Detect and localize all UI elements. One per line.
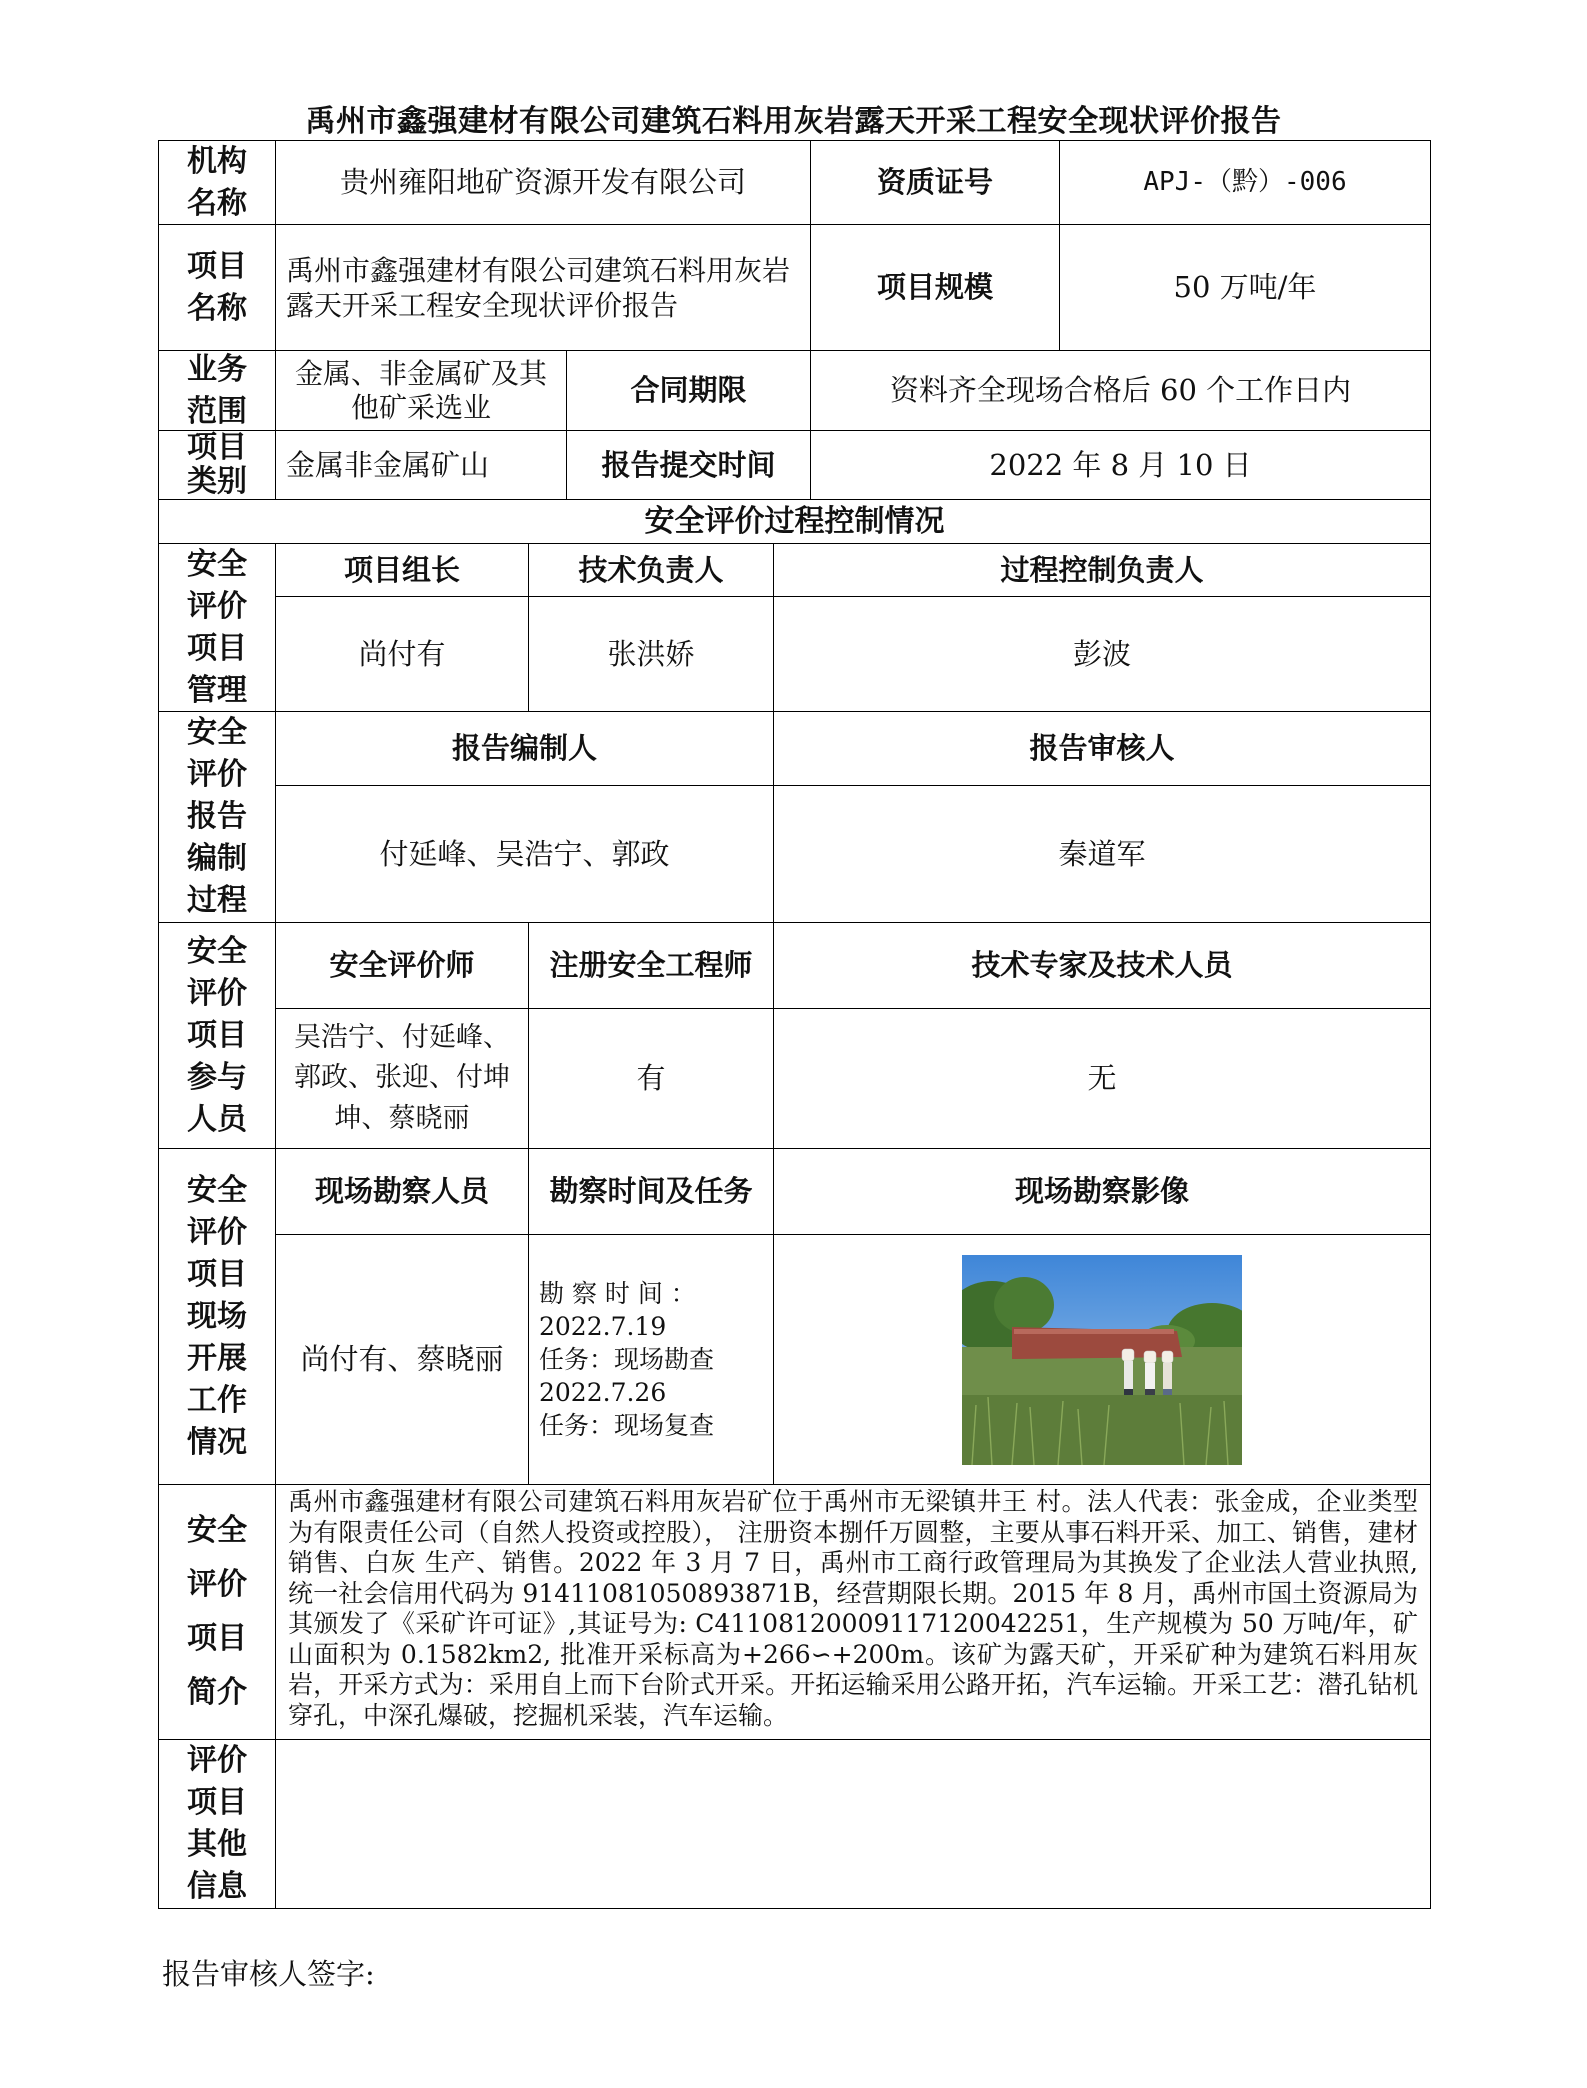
site-schedule: 勘 察 时 间 ： 2022.7.19 任务：现场勘查 2022.7.26 任务：现场复查 <box>528 1234 774 1485</box>
participants-experts: 无 <box>773 1008 1431 1149</box>
business-label: 业务 范围 <box>158 350 276 431</box>
management-leader: 尚付有 <box>275 596 529 712</box>
reviewer-signature-label: 报告审核人签字: <box>162 1957 375 1991</box>
section-title: 安全评价过程控制情况 <box>158 499 1431 544</box>
cert-label: 资质证号 <box>810 140 1060 225</box>
site-header-photo: 现场勘察影像 <box>773 1148 1431 1235</box>
management-label: 安全 评价 项目 管理 <box>158 543 276 712</box>
submit-value: 2022 年 8 月 10 日 <box>810 430 1431 500</box>
site-label: 安全 评价 项目 现场 开展 工作 情况 <box>158 1148 276 1485</box>
cert-value: APJ-（黔）-006 <box>1059 140 1431 225</box>
business-value: 金属、非金属矿及其他矿采选业 <box>275 350 567 431</box>
scale-label: 项目规模 <box>810 224 1060 351</box>
participants-header-experts: 技术专家及技术人员 <box>773 922 1431 1009</box>
org-label: 机构 名称 <box>158 140 276 225</box>
type-value: 金属非金属矿山 <box>275 430 567 500</box>
org-value: 贵州雍阳地矿资源开发有限公司 <box>275 140 811 225</box>
submit-label: 报告提交时间 <box>566 430 811 500</box>
project-label: 项目 名称 <box>158 224 276 351</box>
intro-label: 安全 评价 项目 简介 <box>158 1484 276 1740</box>
intro-text: 禹州市鑫强建材有限公司建筑石料用灰岩矿位于禹州市无梁镇井王 村。法人代表：张金成，企业类型为有限责任公司（自然人投资或控股）， 注册资本捌仟万圆整，主要从事石料开采、加工、销售，建材销售、白灰 生产、销售。2022 年 3 月 7 日，禹州市工商行政管理局为其换发了企业法人营业执照, 统一社会信用代码为 91411081050893871B，经营期限长期。2015 年 8 月，禹州市国土资源局为其颁发了《采矿许可证》,其证号为: C4110812000911712004225​1，生产规模为 50 万吨/年，矿山面积为 0.1582km2, 批准开采标高为+266∽+200m。该矿为露天矿，开采矿种为建筑石料用灰岩，开采方式为：采用自上而下台阶式开采。开拓运输采用公路开拓，汽车运输。开采工艺：潜孔钻机穿孔，中深孔爆破，挖掘机采装，汽车运输。 <box>275 1484 1431 1740</box>
other-label: 评价 项目 其他 信息 <box>158 1739 276 1909</box>
contract-value: 资料齐全现场合格后 60 个工作日内 <box>810 350 1431 431</box>
management-control: 彭波 <box>773 596 1431 712</box>
participants-label: 安全 评价 项目 参与 人员 <box>158 922 276 1149</box>
scale-value: 50 万吨/年 <box>1059 224 1431 351</box>
management-header-tech: 技术负责人 <box>528 543 774 597</box>
compilation-header-reviewer: 报告审核人 <box>773 711 1431 786</box>
compilation-label: 安全 评价 报告 编制 过程 <box>158 711 276 923</box>
document-title: 禹州市鑫强建材有限公司建筑石料用灰岩露天开采工程安全现状评价报告 <box>305 104 1282 139</box>
compilation-header-author: 报告编制人 <box>275 711 774 786</box>
site-header-personnel: 现场勘察人员 <box>275 1148 529 1235</box>
site-header-schedule: 勘察时间及任务 <box>528 1148 774 1235</box>
type-label: 项目 类别 <box>158 430 276 500</box>
site-personnel: 尚付有、蔡晓丽 <box>275 1234 529 1485</box>
project-value: 禹州市鑫强建材有限公司建筑石料用灰岩露天开采工程安全现状评价报告 <box>275 224 811 351</box>
management-tech: 张洪娇 <box>528 596 774 712</box>
compilation-reviewer: 秦道军 <box>773 785 1431 923</box>
participants-engineer: 有 <box>528 1008 774 1149</box>
compilation-author: 付延峰、吴浩宁、郭政 <box>275 785 774 923</box>
site-survey-photo <box>962 1255 1242 1465</box>
participants-evaluators: 吴浩宁、付延峰、郭政、张迎、付坤坤、蔡晓丽 <box>275 1008 529 1149</box>
participants-header-evaluator: 安全评价师 <box>275 922 529 1009</box>
contract-label: 合同期限 <box>566 350 811 431</box>
site-photo-cell <box>773 1234 1431 1485</box>
other-value <box>275 1739 1431 1909</box>
participants-header-engineer: 注册安全工程师 <box>528 922 774 1009</box>
management-header-leader: 项目组长 <box>275 543 529 597</box>
management-header-control: 过程控制负责人 <box>773 543 1431 597</box>
